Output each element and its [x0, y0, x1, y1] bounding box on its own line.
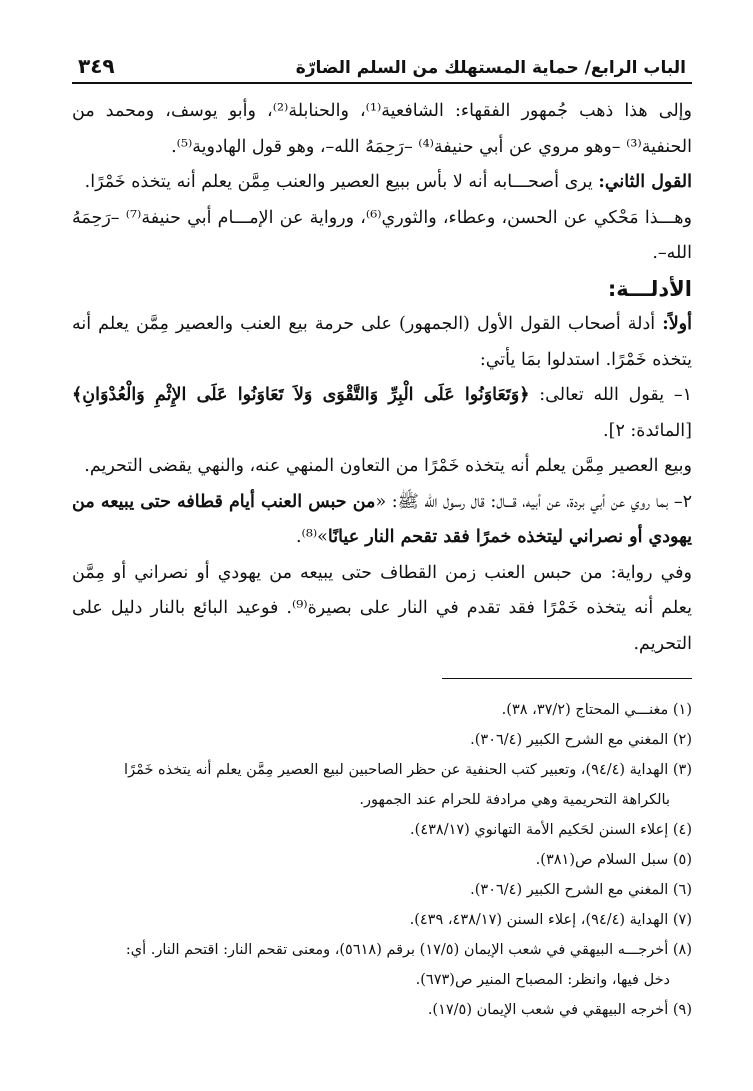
- paragraph-1: وإلى هذا ذهب جُمهور الفقهاء: الشافعية⁽¹⁾، والحنابلة⁽²⁾، وأبو يوسف، ومحمد من الحنفية⁽³⁾ –وهو مروي عن أبي حنيفة⁽⁴⁾ –رَحِمَهُ الله–، وهو قول الهادوية⁽⁵⁾.: [72, 101, 692, 157]
- footnote-7: (٧) الهداية (٩٤/٤)، إعلاء السنن (٤٣٨/١٧، ٤٣٩).: [409, 912, 692, 928]
- running-title: الباب الرابع/ حماية المستهلك من السلم الضارّة: [295, 58, 686, 78]
- footnote-3: (٣) الهداية (٩٤/٤)، وتعبير كتب الحنفية عن حظر الصاحبين لبيع العصير مِمَّن يعلم أنه يتخذه خَمْرًا: [124, 762, 692, 778]
- book-page: [72, 48, 692, 1025]
- evidence-heading: الأدلـــة:: [607, 276, 692, 301]
- first-label: أولاً:: [662, 314, 692, 334]
- paragraph-7: [72, 485, 692, 556]
- paragraph-2: [72, 165, 692, 201]
- main-text: [72, 94, 692, 662]
- hadith-tail: »⁽⁸⁾.: [295, 527, 328, 547]
- verse-reference: [المائدة: ٢].: [603, 420, 692, 441]
- footnote-8: (٨) أخرجـــه البيهقي في شعب الإيمان (١٧/٥) برقم (٥٦١٨)، ومعنى تقحم النار: اقتحم النار. أي:: [125, 942, 692, 958]
- page-header: [72, 48, 692, 84]
- paragraph-6: وبيع العصير مِمَّن يعلم أنه يتخذه خَمْرًا من التعاون المنهي عنه، والنهي يقضى التحريم.: [84, 456, 692, 476]
- paragraph-8: وفي رواية: من حبس العنب زمن القطاف حتى يبيعه من يهودي أو نصراني أو مِمَّن يعلم أنه يتخذه خَمْرًا فقد تقدم في النار على بصيرة⁽⁹⁾. فوعيد البائع بالنار دليل على التحريم.: [72, 562, 692, 654]
- quran-verse: ﴿وَتَعَاوَنُوا عَلَى الْبِرِّ وَالتَّقْوَى وَلاَ تَعَاوَنُوا عَلَى الإِثْمِ وَالْعُدْوَانِ﴾: [72, 385, 530, 405]
- hadith-lead: ٢– بما روي عن أبي بردة، عن أبيه، قـــال: قال رسول الله ﷺ: «: [375, 491, 692, 512]
- footnote-4: (٤) إعلاء السنن لحَكيم الأمة التهانوي (٤٣٨/١٧).: [410, 822, 692, 838]
- page-number: ٣٤٩: [78, 54, 115, 78]
- first-text: أدلة أصحاب القول الأول (الجمهور) على حرمة بيع العنب والعصير مِمَّن يعلم أنه يتخذه خَمْرًا. استدلوا بمَا يأتي:: [72, 314, 692, 370]
- paragraph-5: [72, 378, 692, 449]
- footnote-1: (١) مغنـــي المحتاج (٣٧/٢، ٣٨).: [501, 702, 692, 718]
- footnote-separator: [442, 678, 692, 679]
- footnote-3-continued: بالكراهة التحريمية وهي مرادفة للحرام عند الجمهور.: [359, 792, 670, 808]
- second-opinion-text: يرى أصحـــابه أنه لا بأس ببيع العصير والعنب مِمَّن يعلم أنه يتخذه خَمْرًا.: [84, 172, 599, 192]
- footnotes: [72, 695, 692, 1025]
- footnote-9: (٩) أخرجه البيهقي في شعب الإيمان (١٧/٥).: [427, 1002, 692, 1018]
- second-opinion-label: القول الثاني:: [598, 172, 692, 192]
- footnote-5: (٥) سبل السلام ص(٣٨١).: [535, 852, 692, 868]
- footnote-8-continued: دخل فيها، وانظر: المصباح المنير ص(٦٧٣).: [415, 972, 670, 988]
- footnote-2: (٢) المغني مع الشرح الكبير (٣٠٦/٤).: [470, 732, 692, 748]
- paragraph-3: وهـــذا مَحْكي عن الحسن، وعطاء، والثوري⁽⁶⁾، ورواية عن الإمـــام أبي حنيفة⁽⁷⁾ –رَحِمَهُ الله–.: [72, 207, 692, 263]
- verse-lead: ١– يقول الله تعالى:: [529, 385, 692, 405]
- paragraph-4: [72, 307, 692, 378]
- hadith-text: من حبس العنب أيام قطافه حتى يبيعه من يهودي أو نصراني ليتخذه خمرًا فقد تقحم النار عيانًا: [72, 491, 692, 547]
- footnote-6: (٦) المغني مع الشرح الكبير (٣٠٦/٤).: [470, 882, 692, 898]
